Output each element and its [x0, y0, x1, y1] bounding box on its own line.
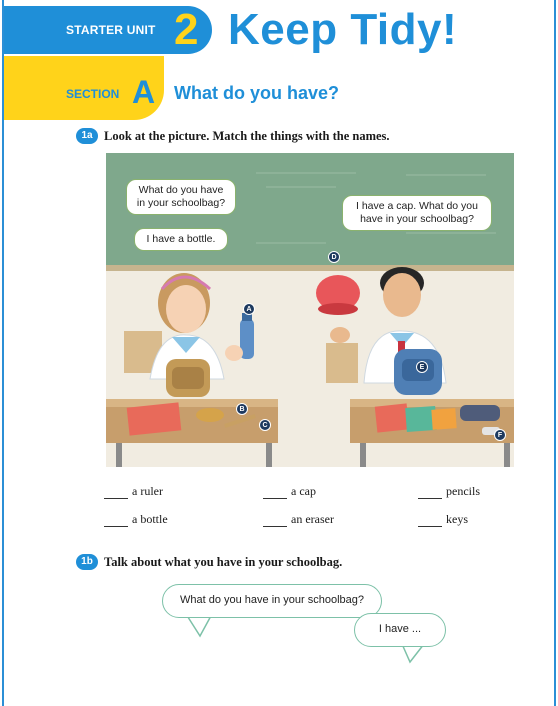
task-1a-badge: 1a [76, 128, 98, 144]
speech-bubble-cap: I have a cap. What do you have in your schoolbag? [342, 195, 492, 231]
section-letter: A [132, 74, 156, 110]
match-label: a bottle [132, 512, 168, 526]
marker-c: C [259, 419, 271, 431]
task-1b-instruction: Talk about what you have in your schoolbag. [104, 555, 343, 569]
marker-b: B [236, 403, 248, 415]
marker-d: D [328, 251, 340, 263]
marker-e: E [416, 361, 428, 373]
marker-f: F [494, 429, 506, 441]
section-label: SECTION [66, 87, 120, 101]
match-label: an eraser [291, 512, 334, 526]
match-label: a cap [291, 484, 316, 498]
unit-label: STARTER UNIT [66, 23, 156, 37]
speech-bubble-question: What do you have in your schoolbag? [126, 179, 236, 215]
match-label: a ruler [132, 484, 163, 498]
task-1b-badge: 1b [76, 554, 98, 570]
task-1a-instruction: Look at the picture. Match the things with the names. [104, 129, 390, 143]
unit-title: Keep Tidy! [228, 5, 458, 54]
match-label: keys [446, 512, 468, 526]
section-title: What do you have? [174, 83, 340, 103]
dialogue-answer-bubble: I have ... [354, 613, 446, 647]
dialogue-question-bubble: What do you have in your schoolbag? [162, 584, 382, 618]
marker-a: A [243, 303, 255, 315]
speech-bubble-bottle: I have a bottle. [134, 228, 228, 251]
match-label: pencils [446, 484, 480, 498]
unit-number: 2 [174, 5, 199, 54]
